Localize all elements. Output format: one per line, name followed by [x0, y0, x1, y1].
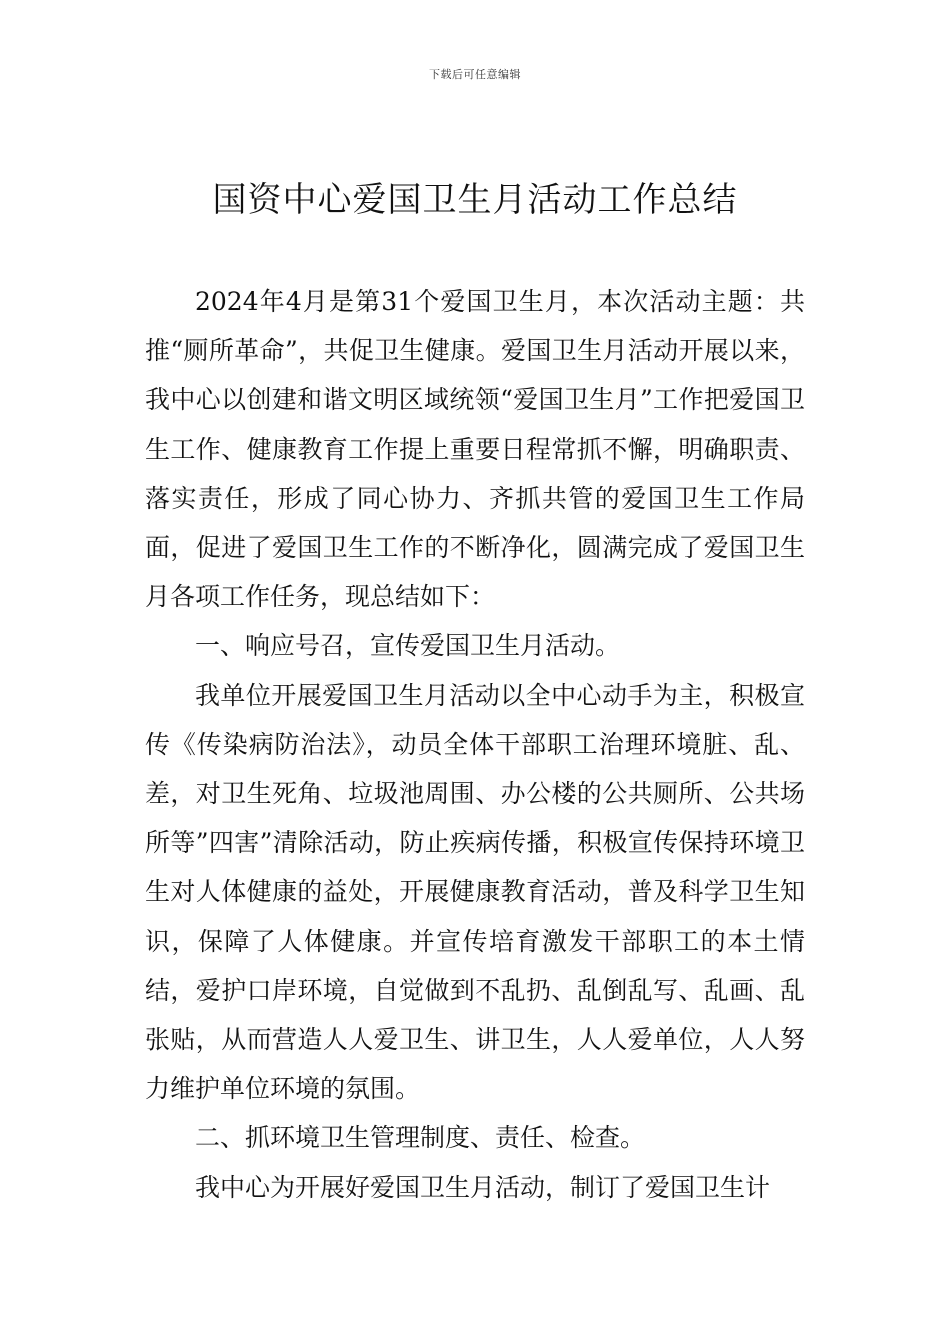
paragraph-intro: 2024年4月是第31个爱国卫生月，本次活动主题：共推“厕所革命”，共促卫生健康。爱国卫生月活动开展以来，我中心以创建和谐文明区域统领“爱国卫生月”工作把爱国卫生工作、健康教育工作提上重要日程常抓不懈，明确职责、落实责任，形成了同心协力、齐抓共管的爱国卫生工作局面，促进了爱国卫生工作的不断净化，圆满完成了爱国卫生月各项工作任务，现总结如下：	[145, 287, 805, 612]
page-header-note: 下载后可任意编辑	[429, 68, 521, 81]
section-heading-2: 二、抓环境卫生管理制度、责任、检查。	[195, 1123, 646, 1153]
document-title: 国资中心爱国卫生月活动工作总结	[212, 180, 738, 220]
paragraph-section-1: 我单位开展爱国卫生月活动以全中心动手为主，积极宣传《传染病防治法》，动员全体干部职工治理环境脏、乱、差，对卫生死角、垃圾池周围、办公楼的公共厕所、公共场所等”四害”清除活动，防止疾病传播，积极宣传保持环境卫生对人体健康的益处，开展健康教育活动，普及科学卫生知识，保障了人体健康。并宣传培育激发干部职工的本土情结，爱护口岸环境，自觉做到不乱扔、乱倒乱写、乱画、乱张贴，从而营造人人爱卫生、讲卫生，人人爱单位，人人努力维护单位环境的氛围。	[145, 680, 805, 1104]
paragraph-section-2: 我中心为开展好爱国卫生月活动，制订了爱国卫生计	[195, 1172, 771, 1202]
section-heading-1: 一、响应号召，宣传爱国卫生月活动。	[195, 631, 621, 661]
document-body	[145, 277, 805, 1212]
